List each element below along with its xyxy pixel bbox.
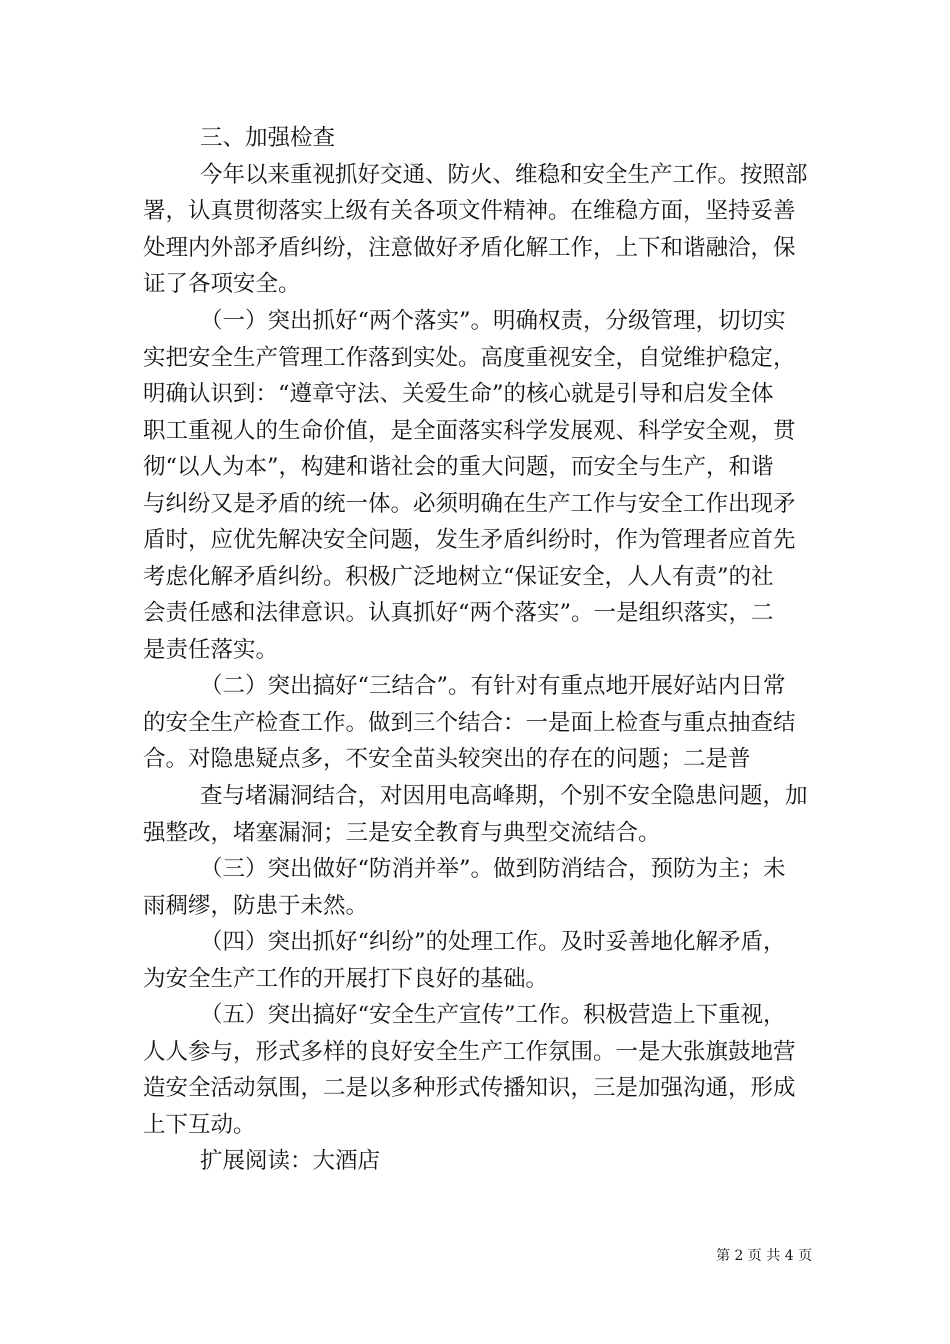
paragraph-line: 职工重视人的生命价值，是全面落实科学发展观、科学安全观，贯 — [143, 418, 796, 444]
paragraph-line: 实把安全生产管理工作落到实处。高度重视安全，自觉维护稳定， — [143, 345, 796, 371]
extended-reading-line: 扩展阅读：大酒店 — [200, 1148, 381, 1174]
paragraph-line: 上下互动。 — [143, 1112, 256, 1138]
paragraph-line: 人人参与，形式多样的良好安全生产工作氛围。一是大张旗鼓地营 — [143, 1039, 796, 1065]
paragraph-line: （一）突出抓好“两个落实”。明确权责，分级管理，切切实 — [200, 308, 786, 334]
paragraph-line: 今年以来重视抓好交通、防火、维稳和安全生产工作。按照部 — [200, 162, 808, 188]
page-indicator: 第 2 页 共 4 页 — [716, 1248, 813, 1264]
paragraph-line: 署，认真贯彻落实上级有关各项文件精神。在维稳方面，坚持妥善 — [143, 198, 796, 224]
paragraph-line: （二）突出搞好“三结合”。有针对有重点地开展好站内日常 — [200, 673, 786, 699]
paragraph-line: 雨稠缪，防患于未然。 — [143, 893, 369, 919]
paragraph-line: 是责任落实。 — [143, 637, 279, 663]
paragraph-line: （五）突出搞好“安全生产宣传”工作。积极营造上下重视， — [200, 1002, 786, 1028]
paragraph-line: 查与堵漏洞结合，对因用电高峰期，个别不安全隐患问题，加 — [200, 783, 808, 809]
paragraph-line: 彻“以人为本”，构建和谐社会的重大问题，而安全与生产，和谐 — [143, 454, 774, 480]
paragraph-line: 的安全生产检查工作。做到三个结合：一是面上检查与重点抽查结 — [143, 710, 796, 736]
paragraph-line: （三）突出做好“防消并举”。做到防消结合，预防为主；未 — [200, 856, 786, 882]
paragraph-line: 证了各项安全。 — [143, 271, 301, 297]
paragraph-line: （四）突出抓好“纠纷”的处理工作。及时妥善地化解矛盾， — [200, 929, 786, 955]
paragraph-line: 造安全活动氛围，二是以多种形式传播知识，三是加强沟通，形成 — [143, 1075, 796, 1101]
paragraph-line: 处理内外部矛盾纠纷，注意做好矛盾化解工作，上下和谐融洽，保 — [143, 235, 796, 261]
section-heading: 三、加强检查 — [200, 125, 336, 151]
paragraph-line: 考虑化解矛盾纠纷。积极广泛地树立“保证安全，人人有责”的社 — [143, 564, 774, 590]
paragraph-line: 合。对隐患疑点多，不安全苗头较突出的存在的问题；二是普 — [143, 746, 751, 772]
paragraph-line: 盾时，应优先解决安全问题，发生矛盾纠纷时，作为管理者应首先 — [143, 527, 796, 553]
paragraph-line: 强整改，堵塞漏洞；三是安全教育与典型交流结合。 — [143, 820, 661, 846]
paragraph-line: 为安全生产工作的开展打下良好的基础。 — [143, 966, 549, 992]
paragraph-line: 明确认识到：“遵章守法、关爱生命”的核心就是引导和启发全体 — [143, 381, 774, 407]
paragraph-line: 与纠纷又是矛盾的统一体。必须明确在生产工作与安全工作出现矛 — [143, 491, 796, 517]
paragraph-line: 会责任感和法律意识。认真抓好“两个落实”。一是组织落实，二 — [143, 600, 774, 626]
